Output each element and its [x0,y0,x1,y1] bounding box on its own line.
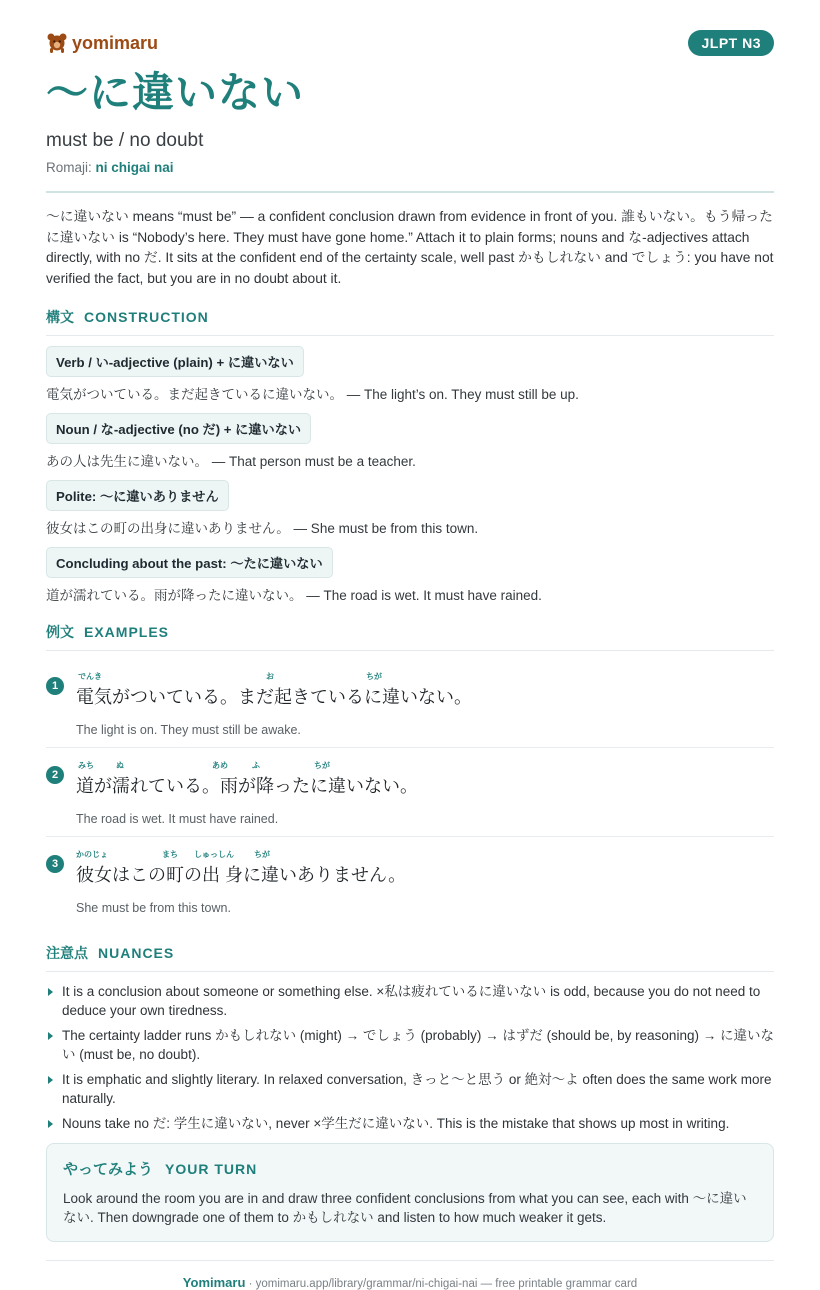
jlpt-level-badge: JLPT N3 [688,30,774,56]
footer-text: · yomimaru.app/library/grammar/ni-chigai-nai — free printable grammar card [245,1278,638,1290]
nuance-item: It is a conclusion about someone or something else. ×私は疲れているに違いない is odd, because you do not need to deduce your own tiredness. [46,982,774,1020]
example-item [46,748,774,837]
furigana-line [76,760,774,770]
examples-heading-en: EXAMPLES [84,624,170,640]
your-turn-heading-jp: やってみよう [63,1161,154,1178]
example-body [76,849,774,915]
construction-pattern: Verb / い-adjective (plain) + に違いない [46,346,304,377]
furigana: ふ [252,761,260,770]
examples-heading [46,622,774,651]
example-japanese: 道が濡れている。雨が降ったに違いない。 [76,776,418,796]
top-bar [46,28,774,58]
nuance-item: Nouns take no だ: 学生に違いない, never ×学生だに違いない. This is the mistake that shows up most in writing. [46,1114,774,1133]
example-item [46,659,774,748]
divider [46,191,774,193]
example-translation: She must be from this town. [76,901,231,915]
construction-example: 彼女はこの町の出身に違いありません。 — She must be from this town. [46,521,479,536]
your-turn-box [46,1143,774,1242]
brand-logo[interactable] [46,32,158,54]
brand-name: yomimaru [72,32,159,53]
intro-paragraph: 〜に違いない means “must be” — a confident conclusion drawn from evidence in front of you. 誰もいない。もう帰ったに違いない is “Nobody’s here. They must have gone home.” Attach it to plain forms; nouns and な-adjectives attach directly, with no だ. It sits at the confident end of the certainty scale, well past かもしれない and でしょう: you have not verified the fact, but you are in no doubt about it. [46,209,774,286]
construction-example: 電気がついている。まだ起きているに違いない。 — The light’s on. They must still be up. [46,387,579,402]
construction-example: あの人は先生に違いない。 — That person must be a teacher. [46,454,416,469]
your-turn-heading-en: YOUR TURN [165,1161,258,1177]
example-translation: The light is on. They must still be awake. [76,723,301,737]
furigana: ちが [314,761,330,770]
bear-mascot-icon [46,32,68,54]
furigana: まち [162,850,178,859]
furigana: かのじょ [76,850,108,859]
nuances-heading-en: NUANCES [98,945,175,961]
example-number: 3 [46,855,64,873]
furigana: ちが [366,672,382,681]
furigana: しゅっしん [194,850,234,859]
furigana: みち [78,761,94,770]
furigana: でんき [78,672,102,681]
examples-list [46,659,774,925]
construction-example: 道が濡れている。雨が降ったに違いない。 — The road is wet. It must have rained. [46,588,542,603]
romaji-line [46,160,774,175]
grammar-title: 〜に違いない [46,69,305,116]
footer-brand[interactable]: Yomimaru [182,1275,246,1290]
nuance-item: It is emphatic and slightly literary. In relaxed conversation, きっと〜と思う or 絶対〜よ often does the same work more naturally. [46,1070,774,1108]
construction-pattern: Polite: 〜に違いありません [46,480,229,511]
your-turn-text: Look around the room you are in and draw three confident conclusions from what you can see, each with 〜に違いない. Then downgrade one of them to かもしれない and listen to how much weaker it gets. [63,1191,747,1225]
construction-list [46,346,774,604]
nuances-heading-jp: 注意点 [46,945,88,961]
example-translation: The road is wet. It must have rained. [76,812,279,826]
grammar-card [46,0,774,1290]
your-turn-heading [63,1158,757,1179]
furigana: あめ [212,761,228,770]
furigana-line [76,849,774,859]
example-number: 1 [46,677,64,695]
example-item [46,837,774,925]
nuance-item: The certainty ladder runs かもしれない (might) → でしょう (probably) → はずだ (should be, by reasoning) → に違いない (must be, no doubt). [46,1026,774,1064]
furigana: ぬ [116,761,124,770]
construction-pattern: Noun / な-adjective (no だ) + に違いない [46,413,311,444]
footer [46,1275,774,1290]
romaji-label: Romaji: [46,160,92,175]
furigana: ちが [254,850,270,859]
construction-heading [46,307,774,336]
example-body [76,671,774,737]
furigana: お [266,672,274,681]
example-japanese: 電気がついている。まだ起きているに違いない。 [76,687,472,707]
meaning: must be / no doubt [46,130,204,151]
footer-divider [46,1260,774,1261]
construction-heading-en: CONSTRUCTION [84,309,209,325]
examples-heading-jp: 例文 [46,624,74,640]
romaji-value: ni chigai nai [95,160,174,175]
example-number: 2 [46,766,64,784]
nuances-heading [46,943,774,972]
construction-pattern: Concluding about the past: 〜たに違いない [46,547,333,578]
construction-heading-jp: 構文 [46,309,74,325]
nuances-list [46,982,774,1133]
example-japanese: 彼女はこの町の出 身に違いありません。 [76,865,407,885]
example-body [76,760,774,826]
furigana-line [76,671,774,681]
